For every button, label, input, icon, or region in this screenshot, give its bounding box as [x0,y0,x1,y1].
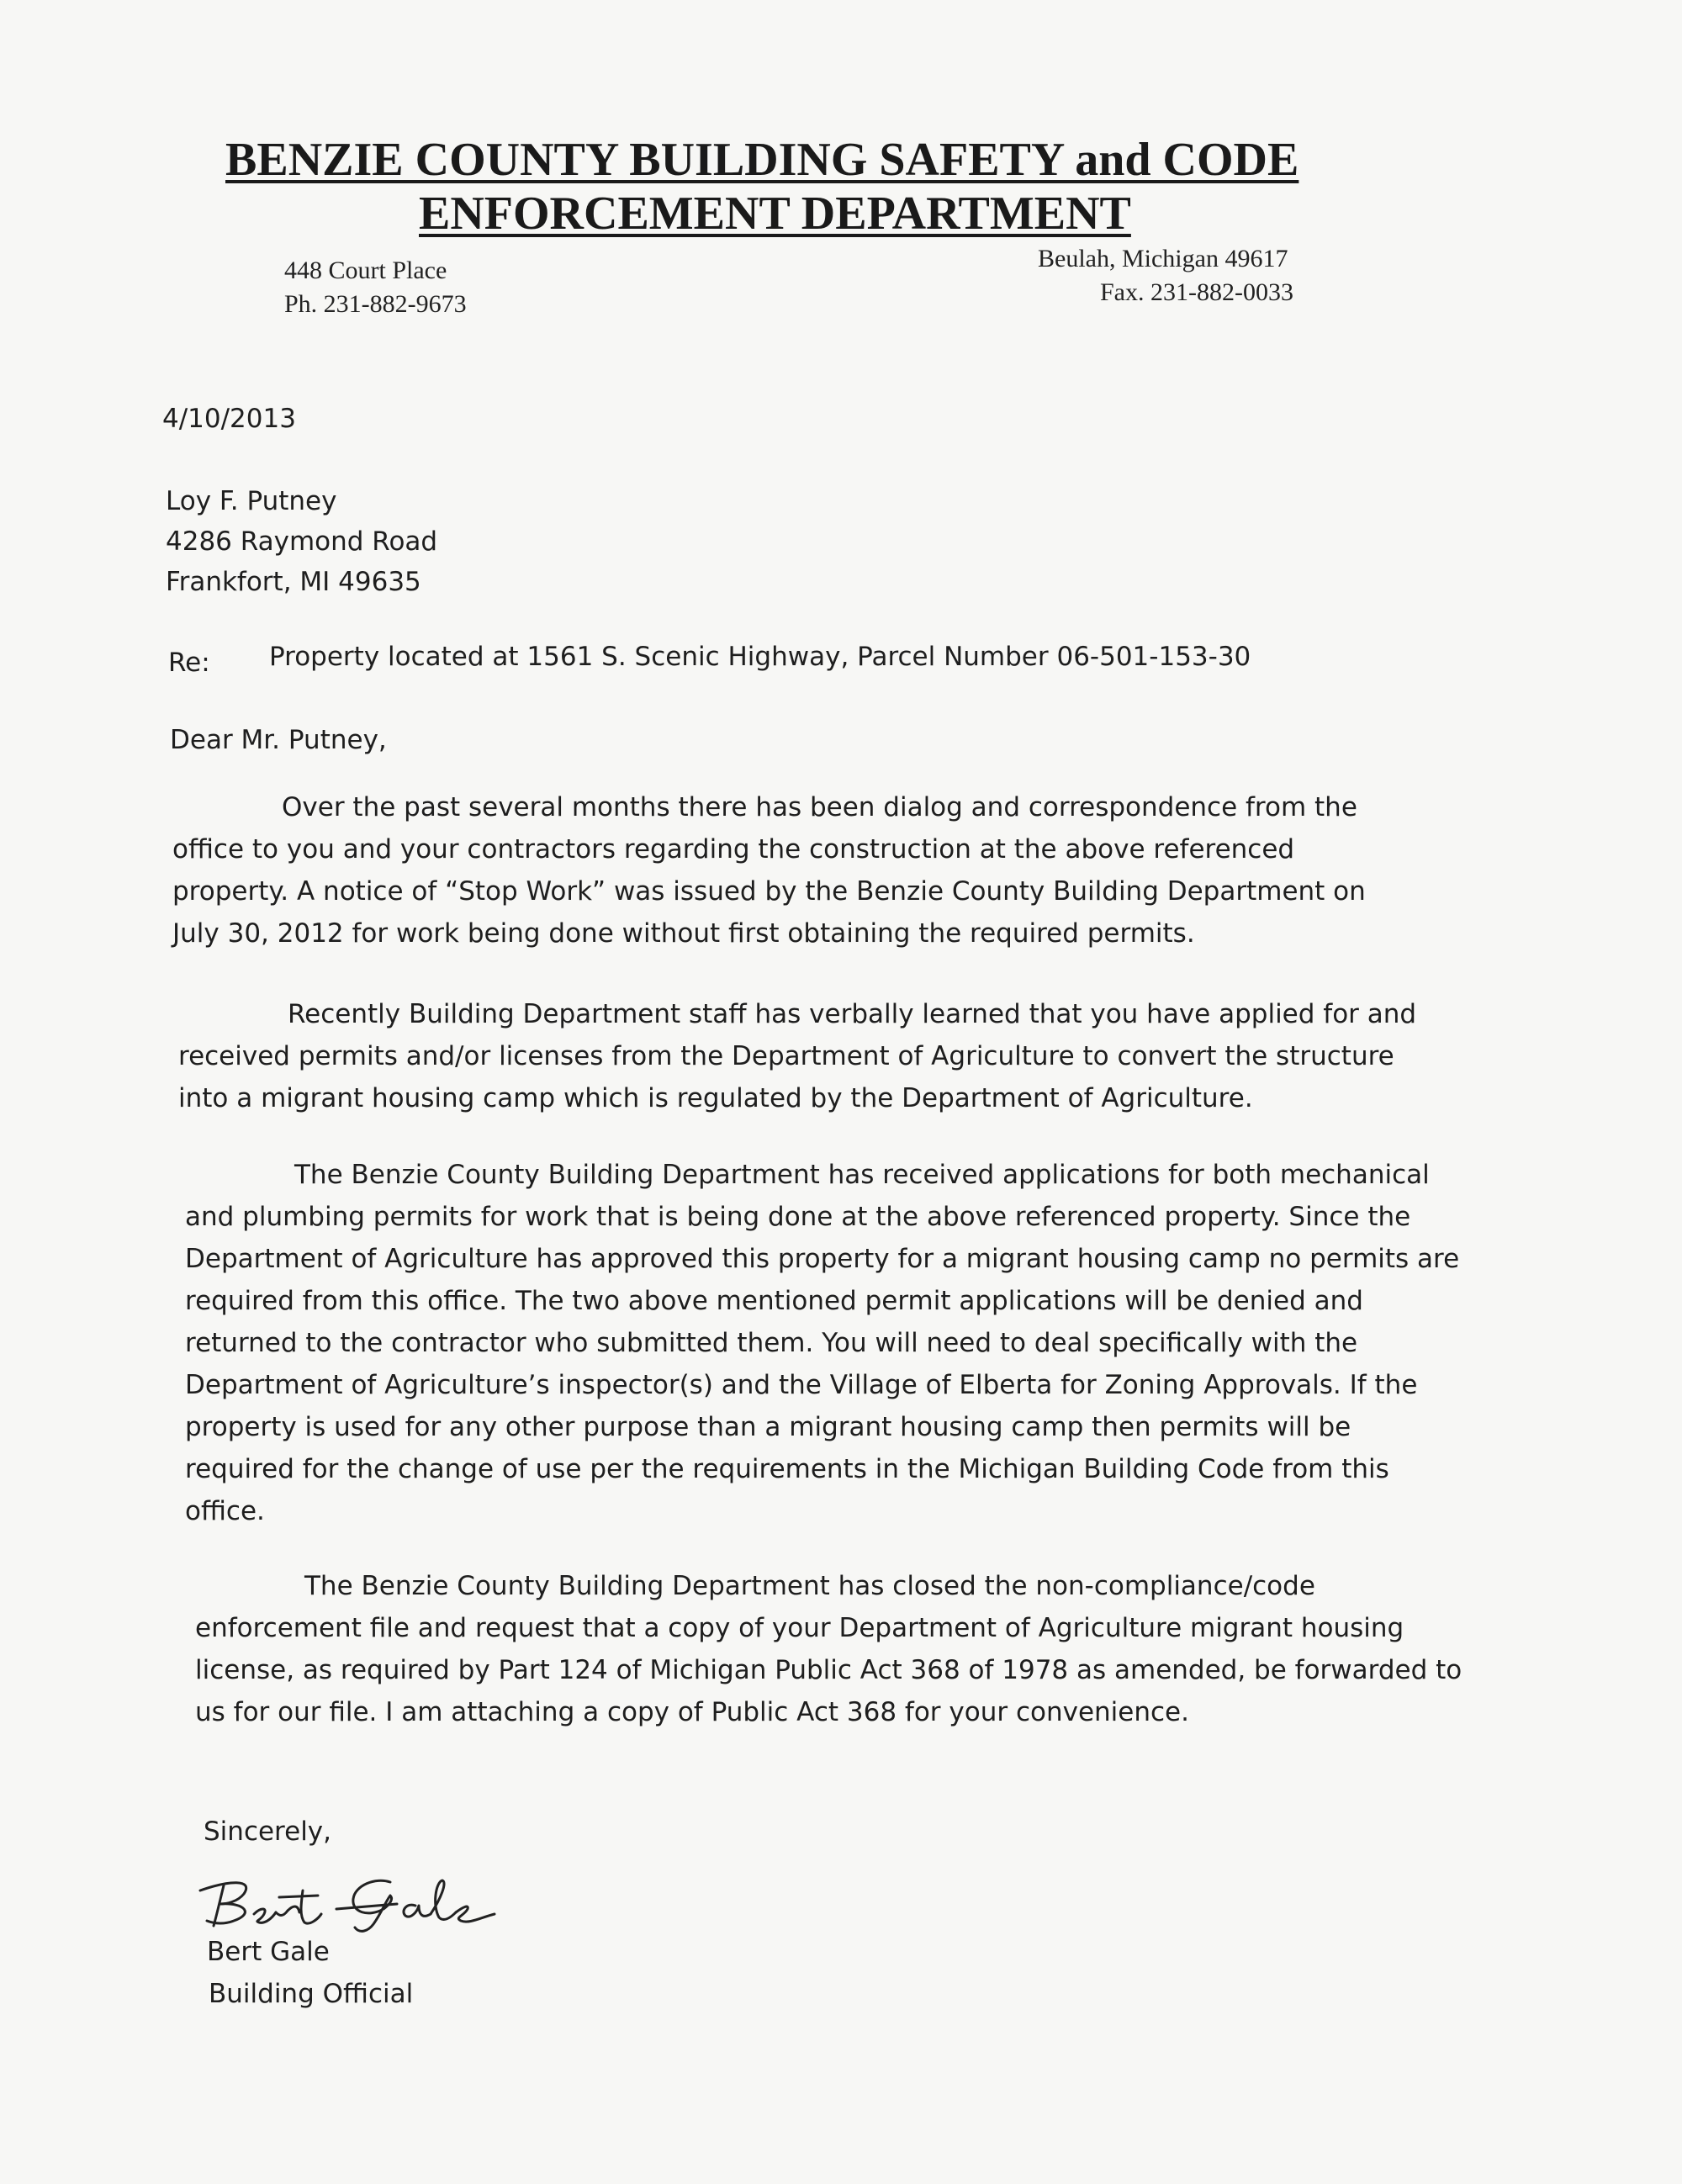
letterhead-title-line1: BENZIE COUNTY BUILDING SAFETY and CODE [225,134,1299,186]
signer-title: Building Official [209,1979,414,2009]
body-paragraph-4: The Benzie County Building Department has closed the non-compliance/code enforcement file and request that a copy of your Department of Agriculture migrant housing license, as required by Part 124 of Michigan Public Act 368 of 1978 as amended, be forwarded to us for our file. I am attaching a copy of Public Act 368 for your convenience. [195,1571,1462,1727]
salutation: Dear Mr. Putney, [170,725,387,755]
letterhead-city: Beulah, Michigan 49617 [1038,245,1288,272]
body-paragraph-2: Recently Building Department staff has verbally learned that you have applied for and received permits and/or licenses from the Department of Agriculture to convert the structure into a migrant housing camp which is regulated by the Department of Agriculture. [178,999,1417,1113]
letterhead-phone: Ph. 231-882-9673 [284,290,467,318]
handwritten-signature [195,1865,532,1941]
letterhead-title-line2: ENFORCEMENT DEPARTMENT [419,188,1131,240]
re-label: Re: [168,648,210,678]
recipient-name: Loy F. Putney [166,486,337,516]
valediction: Sincerely, [204,1816,332,1847]
letter-date: 4/10/2013 [162,404,296,434]
re-subject: Property located at 1561 S. Scenic Highway, Parcel Number 06-501-153-30 [269,642,1251,672]
body-paragraph-3: The Benzie County Building Department has received applications for both mechanical and plumbing permits for work that is being done at the above referenced property. Since the Department of Agriculture has approved this property for a migrant housing camp no permits are required from this office. The two above mentioned permit applications will be denied and returned to the contractor who submitted them. You will need to deal specifically with the Department of Agriculture’s inspector(s) and the Village of Elberta for Zoning Approvals. If the property is used for any other purpose than a migrant housing camp then permits will be required for the change of use per the requirements in the Michigan Building Code from this office. [185,1160,1460,1526]
body-paragraph-1: Over the past several months there has been dialog and correspondence from the office to you and your contractors regarding the construction at the above referenced property. A notice of “Stop Work” was issued by the Benzie County Building Department on July 30, 2012 for work being done without first obtaining the required permits. [172,792,1366,949]
recipient-city: Frankfort, MI 49635 [166,567,421,597]
letterhead-address: 448 Court Place [284,256,447,284]
signer-name: Bert Gale [207,1937,330,1967]
recipient-street: 4286 Raymond Road [166,526,438,557]
letterhead-fax: Fax. 231-882-0033 [1100,278,1293,306]
